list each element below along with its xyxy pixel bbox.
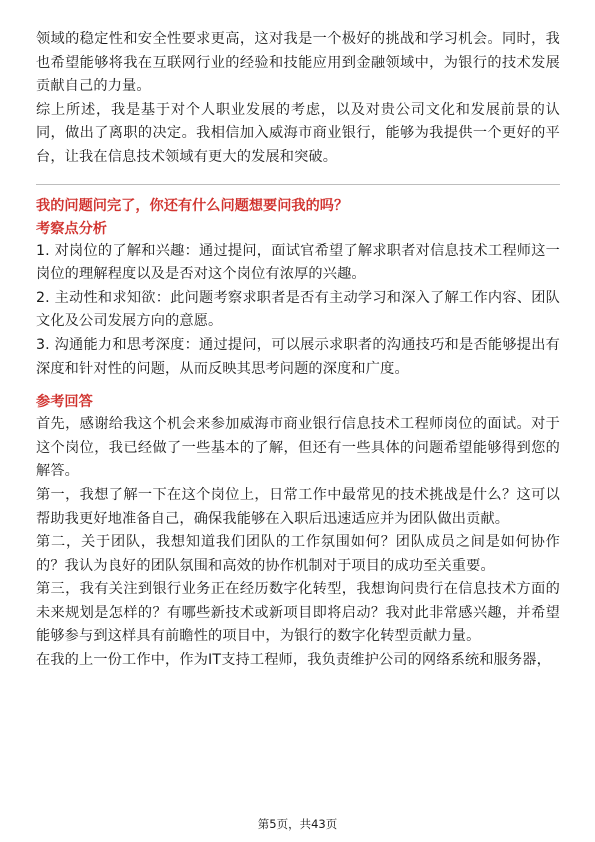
answer-paragraph-1: 首先，感谢给我这个机会来参加威海市商业银行信息技术工程师岗位的面试。对于这个岗位，我已经做了一些基本的了解，但还有一些具体的问题希望能够得到您的解答。: [36, 416, 560, 480]
answer-title: 参考回答: [36, 394, 93, 411]
answer-paragraph-3: 第二，关于团队，我想知道我们团队的工作氛围如何？团队成员之间是如何协作的？我认为良好的团队氛围和高效的协作机制对于项目的成功至关重要。: [36, 534, 560, 574]
answer-paragraph-5: 在我的上一份工作中，作为IT支持工程师，我负责维护公司的网络系统和服务器，: [36, 652, 551, 669]
page-number: 第5页，共43页: [257, 817, 338, 831]
document-page: [36, 28, 560, 673]
question-heading: 我的问题问完了，你还有什么问题想要问我的吗？: [36, 197, 349, 214]
intro-paragraph-1: 领域的稳定性和安全性要求更高，这对我是一个极好的挑战和学习机会。同时，我也希望能够将我在互联网行业的经验和技能应用到金融领域中，为银行的技术发展贡献自己的力量。: [36, 31, 560, 95]
analysis-item-2: 2. 主动性和求知欲：此问题考察求职者是否有主动学习和深入了解工作内容、团队文化及公司发展方向的意愿。: [36, 289, 560, 330]
analysis-item-3: 3. 沟通能力和思考深度：通过提问，可以展示求职者的沟通技巧和是否能够提出有深度和针对性的问题，从而反映其思考问题的深度和广度。: [36, 336, 560, 377]
section-divider: [36, 184, 560, 185]
answer-paragraph-4: 第三，我有关注到银行业务正在经历数字化转型，我想询问贵行在信息技术方面的未来规划是怎样的？有哪些新技术或新项目即将启动？我对此非常感兴趣，并希望能够参与到这样具有前瞻性的项目中，为银行的数字化转型贡献力量。: [36, 581, 560, 645]
answer-paragraph-2: 第一，我想了解一下在这个岗位上，日常工作中最常见的技术挑战是什么？这可以帮助我更好地准备自己，确保我能够在入职后迅速适应并为团队做出贡献。: [36, 486, 560, 527]
intro-paragraph-2: 综上所述，我是基于对个人职业发展的考虑，以及对贵公司文化和发展前景的认同，做出了离职的决定。我相信加入威海市商业银行，能够为我提供一个更好的平台，让我在信息技术领域有更大的发展和突破。: [36, 101, 560, 165]
analysis-item-1: 1. 对岗位的了解和兴趣：通过提问，面试官希望了解求职者对信息技术工程师这一岗位的理解程度以及是否对这个岗位有浓厚的兴趣。: [36, 242, 560, 283]
analysis-title: 考察点分析: [36, 220, 107, 237]
